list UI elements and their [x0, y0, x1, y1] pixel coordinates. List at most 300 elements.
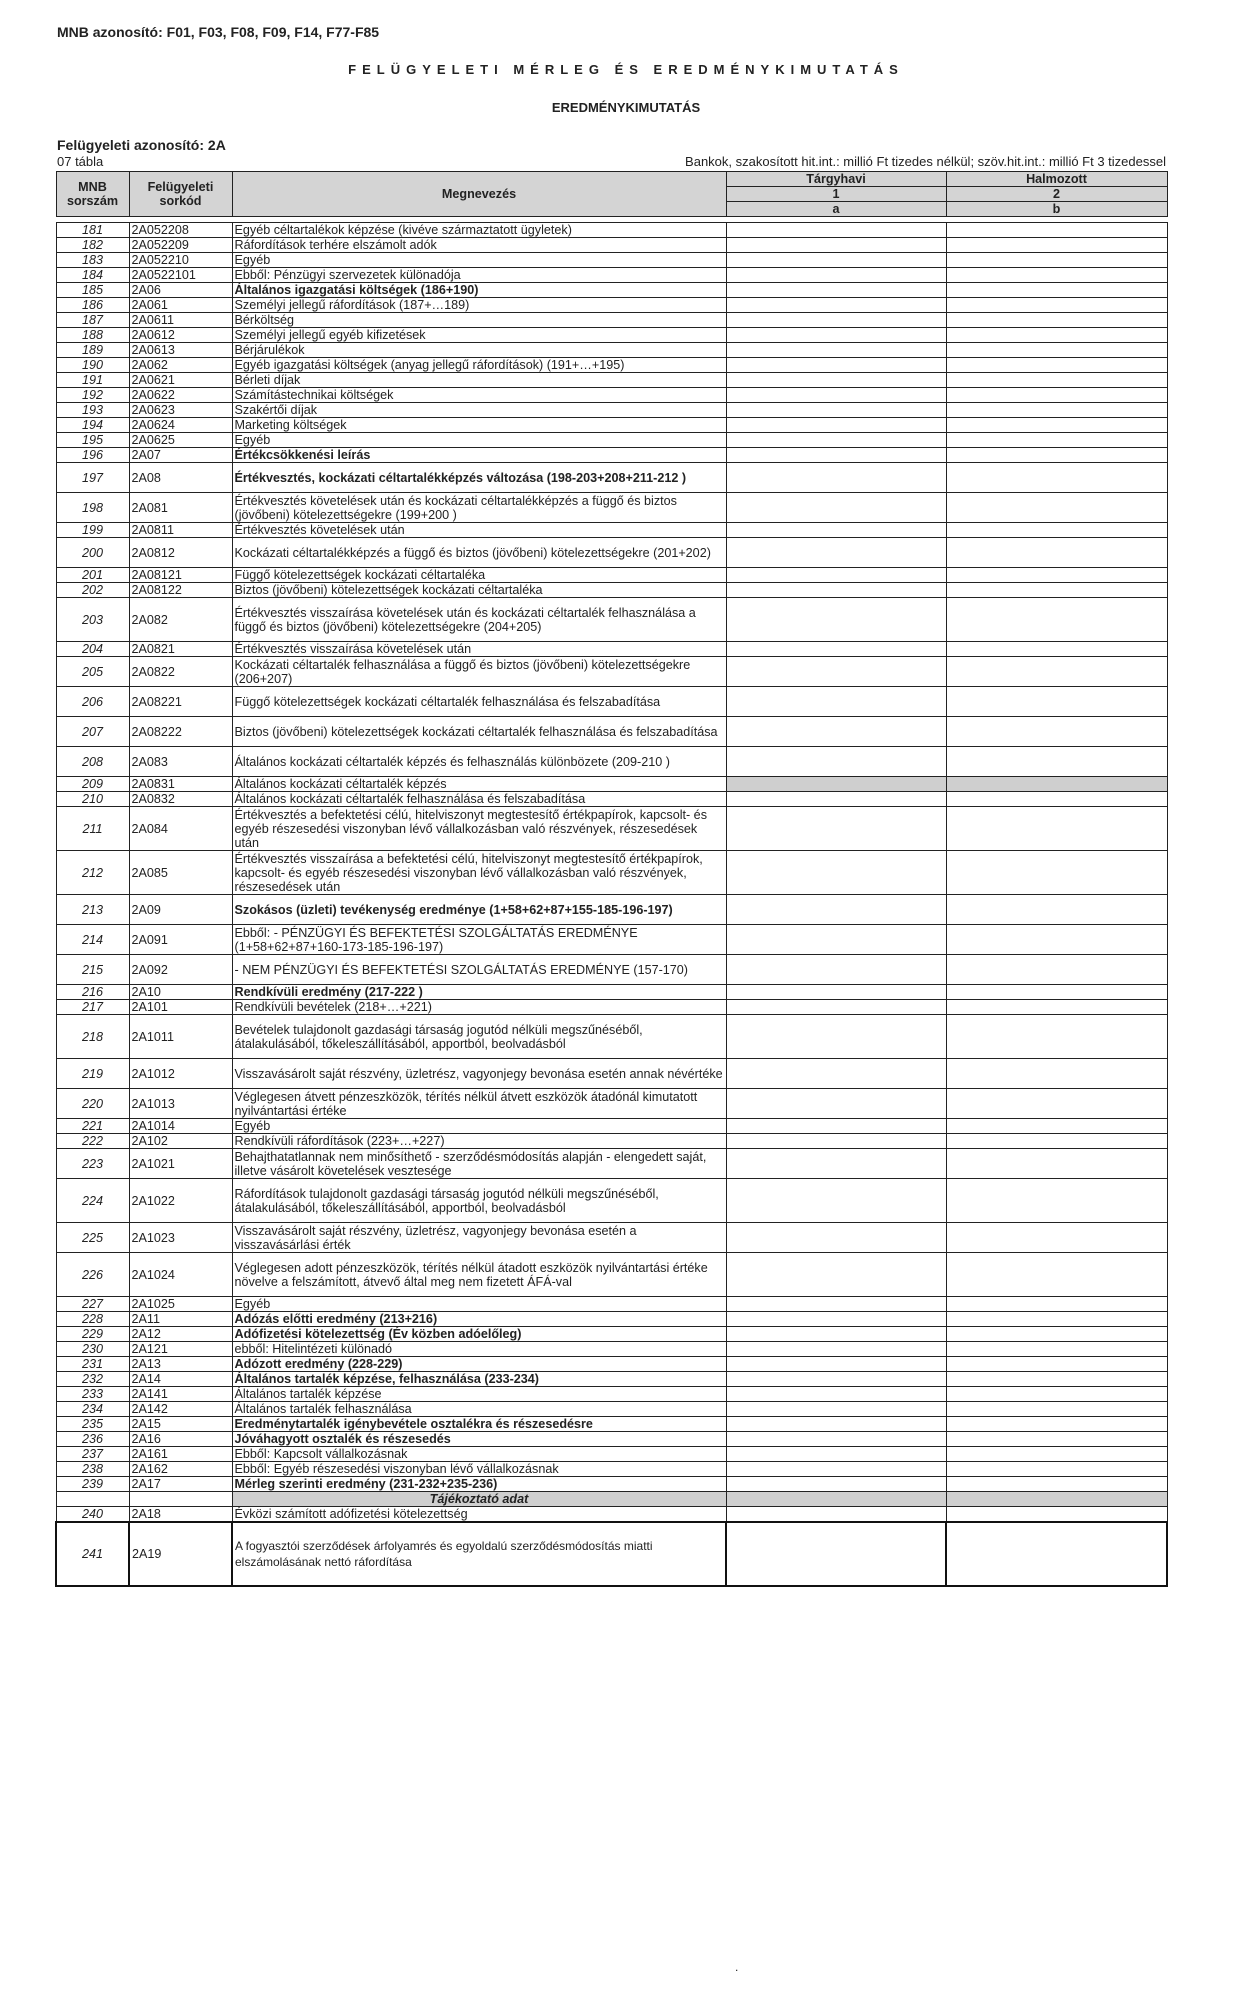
table-number: 07 tábla: [57, 154, 104, 169]
row-halmozott-value: [946, 717, 1167, 747]
row-targyhavi-value: [726, 717, 946, 747]
row-sorszam: 198: [56, 493, 129, 523]
row-sorszam: 230: [56, 1342, 129, 1357]
row-sorkod: 2A0613: [129, 343, 232, 358]
row-sorszam: 213: [56, 895, 129, 925]
row-megnevezes: Adófizetési kötelezettség (Év közben adóelőleg): [232, 1327, 726, 1342]
units-note: Bankok, szakosított hit.int.: millió Ft tizedes nélkül; szöv.hit.int.: millió Ft 3 tizedessel: [685, 154, 1166, 169]
row-targyhavi-value: [726, 568, 946, 583]
row-targyhavi-value: [726, 388, 946, 403]
row-sorkod: 2A08222: [129, 717, 232, 747]
row-megnevezes: Egyéb igazgatási költségek (anyag jellegű ráfordítások) (191+…+195): [232, 358, 726, 373]
table-row: [56, 283, 1167, 298]
row-halmozott-value: [946, 1149, 1167, 1179]
row-sorszam: 218: [56, 1015, 129, 1059]
table-row: [56, 448, 1167, 463]
row-sorkod: 2A091: [129, 925, 232, 955]
row-targyhavi-value: [726, 1477, 946, 1492]
row-sorszam: 237: [56, 1447, 129, 1462]
table-row: [56, 1327, 1167, 1342]
row-sorszam: 229: [56, 1327, 129, 1342]
row-halmozott-value: [946, 642, 1167, 657]
row-targyhavi-value: [726, 1342, 946, 1357]
table-row: [56, 1402, 1167, 1417]
row-targyhavi-value: [726, 418, 946, 433]
row-sorszam: 195: [56, 433, 129, 448]
table-row: [56, 568, 1167, 583]
row-sorkod: 2A1024: [129, 1253, 232, 1297]
table-row: [56, 1462, 1167, 1477]
row-sorszam: 199: [56, 523, 129, 538]
table-row: [56, 313, 1167, 328]
row-targyhavi-value: [726, 1223, 946, 1253]
row-megnevezes: Rendkívüli ráfordítások (223+…+227): [232, 1134, 726, 1149]
row-halmozott-value: [946, 598, 1167, 642]
row-sorkod: 2A0812: [129, 538, 232, 568]
row-sorkod: 2A13: [129, 1357, 232, 1372]
row-targyhavi-value: [726, 373, 946, 388]
row-sorkod: 2A0822: [129, 657, 232, 687]
row-sorszam: 239: [56, 1477, 129, 1492]
row-sorszam: 182: [56, 238, 129, 253]
row-megnevezes: Bérjárulékok: [232, 343, 726, 358]
row-halmozott-value: [946, 433, 1167, 448]
header-halmozott: Halmozott: [946, 172, 1167, 187]
row-halmozott-value: [946, 1417, 1167, 1432]
row-sorkod: 2A18: [129, 1507, 232, 1523]
table-row: [56, 1000, 1167, 1015]
row-megnevezes: Visszavásárolt saját részvény, üzletrész, vagyonjegy bevonása esetén annak névértéke: [232, 1059, 726, 1089]
row-sorkod: 2A12: [129, 1327, 232, 1342]
row-megnevezes: Egyéb: [232, 1297, 726, 1312]
row-halmozott-value: [946, 1387, 1167, 1402]
table-row: [56, 493, 1167, 523]
row-halmozott-value: [946, 343, 1167, 358]
row-targyhavi-value: [726, 223, 946, 238]
row-targyhavi-value: [726, 1253, 946, 1297]
row-sorszam: 191: [56, 373, 129, 388]
row-megnevezes: Jóváhagyott osztalék és részesedés: [232, 1432, 726, 1447]
row-megnevezes: Egyéb céltartalékok képzése (kivéve származtatott ügyletek): [232, 223, 726, 238]
row-sorszam: 231: [56, 1357, 129, 1372]
row-halmozott-value: [946, 298, 1167, 313]
table-row: [56, 1357, 1167, 1372]
row-halmozott-value: [946, 1447, 1167, 1462]
row-sorszam: 217: [56, 1000, 129, 1015]
row-sorkod: 2A161: [129, 1447, 232, 1462]
row-sorkod: 2A061: [129, 298, 232, 313]
table-row: [56, 538, 1167, 568]
row-sorszam: 215: [56, 955, 129, 985]
row-megnevezes: Adózott eredmény (228-229): [232, 1357, 726, 1372]
row-megnevezes: Behajthatatlannak nem minősíthető - szerződésmódosítás alapján - elengedett saját, illetve vásárolt követelések vesztesége: [232, 1149, 726, 1179]
row-halmozott-value: [946, 1015, 1167, 1059]
row-halmozott-value: [946, 747, 1167, 777]
row-halmozott-value: [946, 418, 1167, 433]
row-halmozott-value: [946, 253, 1167, 268]
row-sorkod: 2A0622: [129, 388, 232, 403]
row-halmozott-value: [946, 807, 1167, 851]
row-targyhavi-value: [726, 1327, 946, 1342]
row-sorkod: 2A08221: [129, 687, 232, 717]
row-halmozott-value: [946, 313, 1167, 328]
row-targyhavi-value: [726, 1372, 946, 1387]
row-sorkod: 2A1021: [129, 1149, 232, 1179]
row-sorszam: 209: [56, 777, 129, 792]
row-sorszam: 208: [56, 747, 129, 777]
row-halmozott-value: [946, 403, 1167, 418]
row-sorszam: 200: [56, 538, 129, 568]
row-targyhavi-value: [726, 985, 946, 1000]
row-sorszam: 223: [56, 1149, 129, 1179]
row-targyhavi-value: [726, 1000, 946, 1015]
row-megnevezes: Értékcsökkenési leírás: [232, 448, 726, 463]
row-sorkod: 2A083: [129, 747, 232, 777]
row-targyhavi-value: [726, 538, 946, 568]
row-sorkod: 2A085: [129, 851, 232, 895]
row-halmozott-value: [946, 1327, 1167, 1342]
row-targyhavi-value: [726, 358, 946, 373]
row-sorszam: 241: [56, 1522, 129, 1586]
header-felugyeleti-sorkod: Felügyeleti sorkód: [129, 172, 232, 217]
row-halmozott-value: [946, 568, 1167, 583]
row-targyhavi-value: [726, 1297, 946, 1312]
row-sorszam: 194: [56, 418, 129, 433]
table-row: [56, 955, 1167, 985]
row-targyhavi-value: [726, 1149, 946, 1179]
row-halmozott-value: [946, 1179, 1167, 1223]
row-megnevezes: Általános tartalék felhasználása: [232, 1402, 726, 1417]
row-sorkod: 2A1012: [129, 1059, 232, 1089]
row-sorszam: 211: [56, 807, 129, 851]
row-megnevezes: Eredménytartalék igénybevétele osztalékra és részesedésre: [232, 1417, 726, 1432]
row-targyhavi-value: [726, 1119, 946, 1134]
table-row: [56, 1387, 1167, 1402]
row-megnevezes: Értékvesztés, kockázati céltartalékképzés változása (198-203+208+211-212 ): [232, 463, 726, 493]
row-megnevezes: ebből: Hitelintézeti különadó: [232, 1342, 726, 1357]
row-halmozott-value: [946, 1432, 1167, 1447]
row-halmozott-value: [946, 268, 1167, 283]
row-halmozott-value: [946, 1253, 1167, 1297]
row-megnevezes: Függő kötelezettségek kockázati céltartaléka: [232, 568, 726, 583]
row-targyhavi-value: [726, 343, 946, 358]
row-sorszam: 235: [56, 1417, 129, 1432]
row-sorkod: 2A09: [129, 895, 232, 925]
table-row: [56, 1312, 1167, 1327]
row-halmozott-value: [946, 687, 1167, 717]
row-sorkod: 2A0522101: [129, 268, 232, 283]
row-halmozott-value: [946, 777, 1167, 792]
row-megnevezes: Általános tartalék képzése, felhasználása (233-234): [232, 1372, 726, 1387]
row-halmozott-value: [946, 523, 1167, 538]
row-megnevezes: Kockázati céltartalék felhasználása a függő és biztos (jövőbeni) kötelezettségekre (206+207): [232, 657, 726, 687]
row-targyhavi-value: [726, 657, 946, 687]
info-shaded-cell: [726, 1492, 946, 1507]
row-sorszam: 224: [56, 1179, 129, 1223]
table-row: [56, 747, 1167, 777]
row-halmozott-value: [946, 895, 1167, 925]
table-row: [56, 268, 1167, 283]
income-statement-table: [55, 171, 1168, 1587]
row-halmozott-value: [946, 493, 1167, 523]
row-targyhavi-value: [726, 1059, 946, 1089]
row-megnevezes: Függő kötelezettségek kockázati céltartalék felhasználása és felszabadítása: [232, 687, 726, 717]
row-sorkod: 2A0612: [129, 328, 232, 343]
header-col1-letter: a: [726, 202, 946, 217]
row-megnevezes: Általános kockázati céltartalék képzés: [232, 777, 726, 792]
row-targyhavi-value: [726, 1447, 946, 1462]
row-halmozott-value: [946, 1372, 1167, 1387]
row-halmozott-value: [946, 1000, 1167, 1015]
header-col1-number: 1: [726, 187, 946, 202]
table-row: [56, 985, 1167, 1000]
row-targyhavi-value: [726, 493, 946, 523]
row-sorszam: 184: [56, 268, 129, 283]
row-sorkod: 2A062: [129, 358, 232, 373]
row-sorszam: 187: [56, 313, 129, 328]
row-targyhavi-value: [726, 1462, 946, 1477]
row-megnevezes: Ráfordítások tulajdonolt gazdasági társaság jogutód nélküli megszűnéséből, átalakulásából, tőkeleszállításából, apportból, beolvadásból: [232, 1179, 726, 1223]
row-sorszam: 197: [56, 463, 129, 493]
row-megnevezes: Visszavásárolt saját részvény, üzletrész, vagyonjegy bevonása esetén a visszavásárlási érték: [232, 1223, 726, 1253]
row-targyhavi-value: [726, 583, 946, 598]
row-megnevezes: Szokásos (üzleti) tevékenység eredménye (1+58+62+87+155-185-196-197): [232, 895, 726, 925]
row-sorszam: 201: [56, 568, 129, 583]
row-halmozott-value: [946, 1402, 1167, 1417]
row-sorkod: 2A08: [129, 463, 232, 493]
table-row: [56, 851, 1167, 895]
table-row: [56, 358, 1167, 373]
row-targyhavi-value: [726, 955, 946, 985]
row-sorszam: 226: [56, 1253, 129, 1297]
row-targyhavi-value: [726, 687, 946, 717]
table-row: [56, 777, 1167, 792]
row-sorszam: 222: [56, 1134, 129, 1149]
row-halmozott-value: [946, 1357, 1167, 1372]
row-sorkod: 2A101: [129, 1000, 232, 1015]
row-sorkod: 2A0811: [129, 523, 232, 538]
row-sorszam: 196: [56, 448, 129, 463]
table-row: [56, 298, 1167, 313]
row-halmozott-value: [946, 583, 1167, 598]
row-halmozott-value: [946, 283, 1167, 298]
row-megnevezes: Értékvesztés visszaírása a befektetési célú, hitelviszonyt megtestesítő értékpapírok, kapcsolt- és egyéb részesedési viszonyban lévő vállalkozásban való részvények, részesedések után: [232, 851, 726, 895]
row-targyhavi-value: [726, 448, 946, 463]
row-sorkod: 2A121: [129, 1342, 232, 1357]
row-targyhavi-value: [726, 1089, 946, 1119]
row-targyhavi-value: [726, 1134, 946, 1149]
row-halmozott-value: [946, 851, 1167, 895]
row-halmozott-value: [946, 1462, 1167, 1477]
row-sorkod: 2A0821: [129, 642, 232, 657]
row-megnevezes: Általános igazgatási költségek (186+190): [232, 283, 726, 298]
row-sorszam: 210: [56, 792, 129, 807]
row-sorkod: 2A17: [129, 1477, 232, 1492]
row-halmozott-value: [946, 985, 1167, 1000]
row-targyhavi-value: [726, 925, 946, 955]
info-section-label: Tájékoztató adat: [232, 1492, 726, 1507]
row-sorszam: 189: [56, 343, 129, 358]
row-halmozott-value: [946, 1059, 1167, 1089]
row-megnevezes: Rendkívüli bevételek (218+…+221): [232, 1000, 726, 1015]
row-sorszam: 212: [56, 851, 129, 895]
row-sorszam: 219: [56, 1059, 129, 1089]
row-megnevezes: Egyéb: [232, 433, 726, 448]
row-megnevezes: Általános tartalék képzése: [232, 1387, 726, 1402]
row-targyhavi-value: [726, 403, 946, 418]
row-sorkod: 2A142: [129, 1402, 232, 1417]
row-sorszam: 207: [56, 717, 129, 747]
table-row: [56, 1417, 1167, 1432]
row-targyhavi-value: [726, 463, 946, 493]
row-halmozott-value: [946, 223, 1167, 238]
row-megnevezes: A fogyasztói szerződések árfolyamrés és egyoldalú szerződésmódosítás miatti elszámolásának nettó ráfordítása: [232, 1522, 726, 1586]
row-sorszam: 188: [56, 328, 129, 343]
info-shaded-cell: [946, 1492, 1167, 1507]
row-megnevezes: Értékvesztés visszaírása követelések után: [232, 642, 726, 657]
header-targyhavi: Tárgyhavi: [726, 172, 946, 187]
table-row: [56, 1447, 1167, 1462]
row-sorkod: 2A1023: [129, 1223, 232, 1253]
row-megnevezes: Biztos (jövőbeni) kötelezettségek kockázati céltartaléka: [232, 583, 726, 598]
row-sorkod: 2A1014: [129, 1119, 232, 1134]
row-sorkod: 2A19: [129, 1522, 232, 1586]
row-sorszam: 190: [56, 358, 129, 373]
row-megnevezes: Értékvesztés követelések után és kockázati céltartalékképzés a függő és biztos (jövőbeni) kötelezettségekre (199+200 ): [232, 493, 726, 523]
info-blank-cell: [129, 1492, 232, 1507]
row-targyhavi-value: [726, 523, 946, 538]
table-row: [56, 328, 1167, 343]
row-targyhavi-value: [726, 283, 946, 298]
row-sorszam: 238: [56, 1462, 129, 1477]
row-sorkod: 2A0623: [129, 403, 232, 418]
table-row: [56, 687, 1167, 717]
row-halmozott-value: [946, 388, 1167, 403]
row-targyhavi-value: [726, 747, 946, 777]
row-megnevezes: Általános kockázati céltartalék képzés és felhasználás különbözete (209-210 ): [232, 747, 726, 777]
row-sorszam: 203: [56, 598, 129, 642]
row-targyhavi-value: [726, 238, 946, 253]
row-sorkod: 2A052208: [129, 223, 232, 238]
table-row: [56, 1059, 1167, 1089]
row-sorkod: 2A0831: [129, 777, 232, 792]
row-halmozott-value: [946, 1297, 1167, 1312]
footer-mark: .: [735, 1960, 739, 1974]
row-sorkod: 2A14: [129, 1372, 232, 1387]
row-sorszam: 214: [56, 925, 129, 955]
row-sorkod: 2A0621: [129, 373, 232, 388]
table-row: [56, 583, 1167, 598]
row-sorszam: 225: [56, 1223, 129, 1253]
info-blank-cell: [56, 1492, 129, 1507]
row-halmozott-value: [946, 1507, 1167, 1523]
row-targyhavi-value: [726, 642, 946, 657]
row-megnevezes: Marketing költségek: [232, 418, 726, 433]
table-row: [56, 388, 1167, 403]
table-row: [56, 1342, 1167, 1357]
table-row: [56, 523, 1167, 538]
supervisory-identifier: Felügyeleti azonosító: 2A: [57, 137, 226, 153]
table-row: [56, 1015, 1167, 1059]
table-row: [56, 1432, 1167, 1447]
row-sorkod: 2A11: [129, 1312, 232, 1327]
header-col2-letter: b: [946, 202, 1167, 217]
header-megnevezes: Megnevezés: [232, 172, 726, 217]
table-row: [56, 1253, 1167, 1297]
row-sorszam: 185: [56, 283, 129, 298]
row-megnevezes: Személyi jellegű ráfordítások (187+…189): [232, 298, 726, 313]
row-sorkod: 2A052210: [129, 253, 232, 268]
table-row: [56, 1507, 1167, 1523]
row-sorkod: 2A08121: [129, 568, 232, 583]
table-row: [56, 373, 1167, 388]
row-halmozott-value: [946, 1134, 1167, 1149]
row-targyhavi-value: [726, 433, 946, 448]
row-sorkod: 2A1011: [129, 1015, 232, 1059]
row-megnevezes: Egyéb: [232, 253, 726, 268]
table-row: [56, 253, 1167, 268]
row-megnevezes: Biztos (jövőbeni) kötelezettségek kockázati céltartalék felhasználása és felszabadítása: [232, 717, 726, 747]
row-halmozott-value: [946, 1223, 1167, 1253]
row-sorkod: 2A0832: [129, 792, 232, 807]
table-row: [56, 403, 1167, 418]
row-halmozott-value: [946, 657, 1167, 687]
row-megnevezes: Bérköltség: [232, 313, 726, 328]
row-sorkod: 2A1025: [129, 1297, 232, 1312]
table-row: [56, 1477, 1167, 1492]
row-halmozott-value: [946, 1119, 1167, 1134]
table-row: [56, 1297, 1167, 1312]
row-megnevezes: Általános kockázati céltartalék felhasználása és felszabadítása: [232, 792, 726, 807]
row-megnevezes: Kockázati céltartalékképzés a függő és biztos (jövőbeni) kötelezettségekre (201+202): [232, 538, 726, 568]
row-sorkod: 2A092: [129, 955, 232, 985]
row-halmozott-value: [946, 373, 1167, 388]
row-megnevezes: Számítástechnikai költségek: [232, 388, 726, 403]
row-megnevezes: Bérleti díjak: [232, 373, 726, 388]
table-row: [56, 463, 1167, 493]
row-megnevezes: - NEM PÉNZÜGYI ÉS BEFEKTETÉSI SZOLGÁLTATÁS EREDMÉNYE (157-170): [232, 955, 726, 985]
row-targyhavi-value: [726, 1387, 946, 1402]
row-halmozott-value: [946, 1089, 1167, 1119]
table-row: [56, 1179, 1167, 1223]
header-mnb-sorszam: MNB sorszám: [56, 172, 129, 217]
table-row: [56, 238, 1167, 253]
row-sorszam: 232: [56, 1372, 129, 1387]
table-row: [56, 895, 1167, 925]
row-sorkod: 2A1022: [129, 1179, 232, 1223]
table-row: [56, 433, 1167, 448]
row-sorkod: 2A082: [129, 598, 232, 642]
row-sorszam: 228: [56, 1312, 129, 1327]
row-sorszam: 216: [56, 985, 129, 1000]
table-row: [56, 1223, 1167, 1253]
report-subtitle: EREDMÉNYKIMUTATÁS: [551, 100, 701, 115]
row-sorkod: 2A052209: [129, 238, 232, 253]
row-sorkod: 2A0625: [129, 433, 232, 448]
info-section-row: [56, 1492, 1167, 1507]
row-megnevezes: Értékvesztés követelések után: [232, 523, 726, 538]
row-megnevezes: Egyéb: [232, 1119, 726, 1134]
header-col2-number: 2: [946, 187, 1167, 202]
row-megnevezes: Mérleg szerinti eredmény (231-232+235-236): [232, 1477, 726, 1492]
row-targyhavi-value: [726, 1417, 946, 1432]
row-targyhavi-value: [726, 777, 946, 792]
row-sorkod: 2A10: [129, 985, 232, 1000]
row-halmozott-value: [946, 238, 1167, 253]
row-sorkod: 2A15: [129, 1417, 232, 1432]
row-halmozott-value: [946, 358, 1167, 373]
row-halmozott-value: [946, 1522, 1167, 1586]
